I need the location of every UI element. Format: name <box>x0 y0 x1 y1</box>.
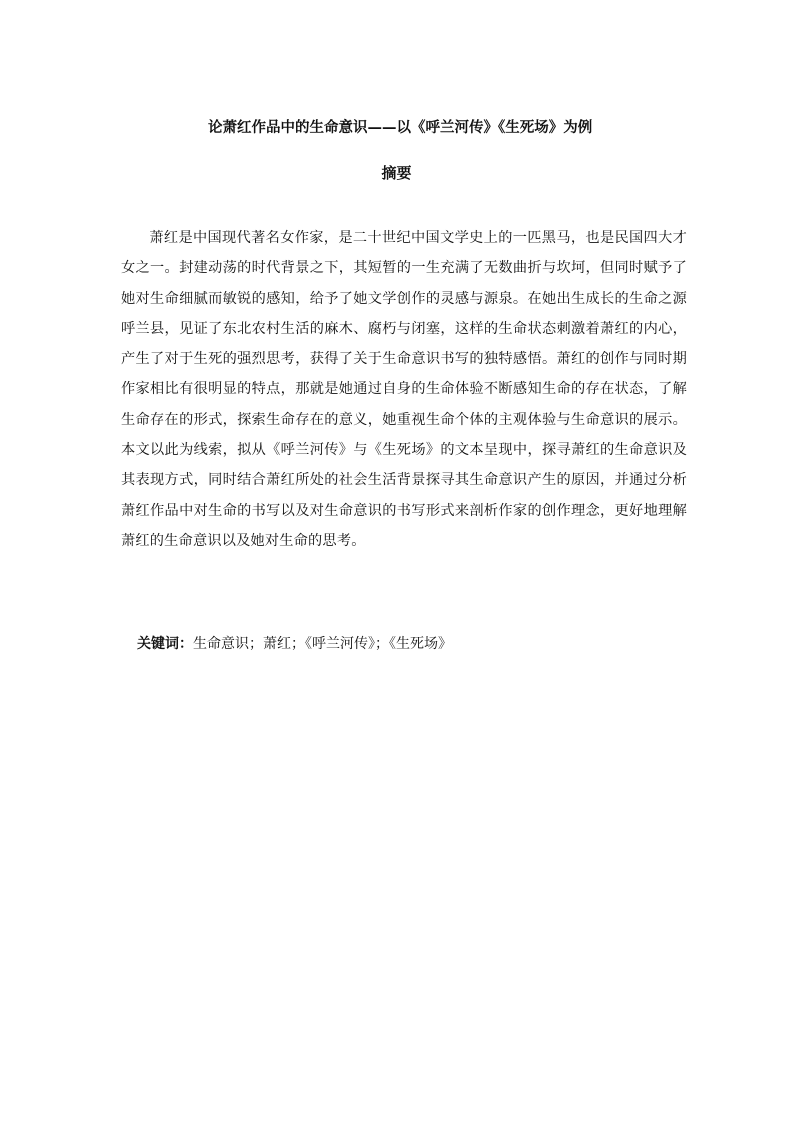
keywords-line <box>137 632 697 656</box>
abstract-heading: 摘要 <box>381 164 412 182</box>
keywords-value: 生命意识；萧红；《呼兰河传》；《生死场》 <box>193 636 452 652</box>
document-title: 论萧红作品中的生命意识——以《呼兰河传》《生死场》为例 <box>208 119 593 136</box>
abstract-body: 萧红是中国现代著名女作家，是二十世纪中国文学史上的一匹黑马，也是民国四大才女之一。封建动荡的时代背景之下，其短暂的一生充满了无数曲折与坎坷，但同时赋予了她对生命细腻而敏锐的感知，给予了她文学创作的灵感与源泉。在她出生成长的生命之源呼兰县，见证了东北农村生活的麻木、腐朽与闭塞，这样的生命状态刺激着萧红的内心，产生了对于生死的强烈思考，获得了关于生命意识书写的独特感悟。萧红的创作与同时期作家相比有很明显的特点，那就是她通过自身的生命体验不断感知生命的存在状态，了解生命存在的形式，探索生命存在的意义，她重视生命个体的主观体验与生命意识的展示。本文以此为线索，拟从《呼兰河传》与《生死场》的文本呈现中，探寻萧红的生命意识及其表现方式，同时结合萧红所处的社会生活背景探寻其生命意识产生的原因，并通过分析萧红作品中对生命的书写以及对生命意识的书写形式来剖析作家的创作理念，更好地理解萧红的生命意识以及她对生命的思考。 <box>121 230 687 549</box>
keywords-label: 关键词： <box>137 636 193 652</box>
